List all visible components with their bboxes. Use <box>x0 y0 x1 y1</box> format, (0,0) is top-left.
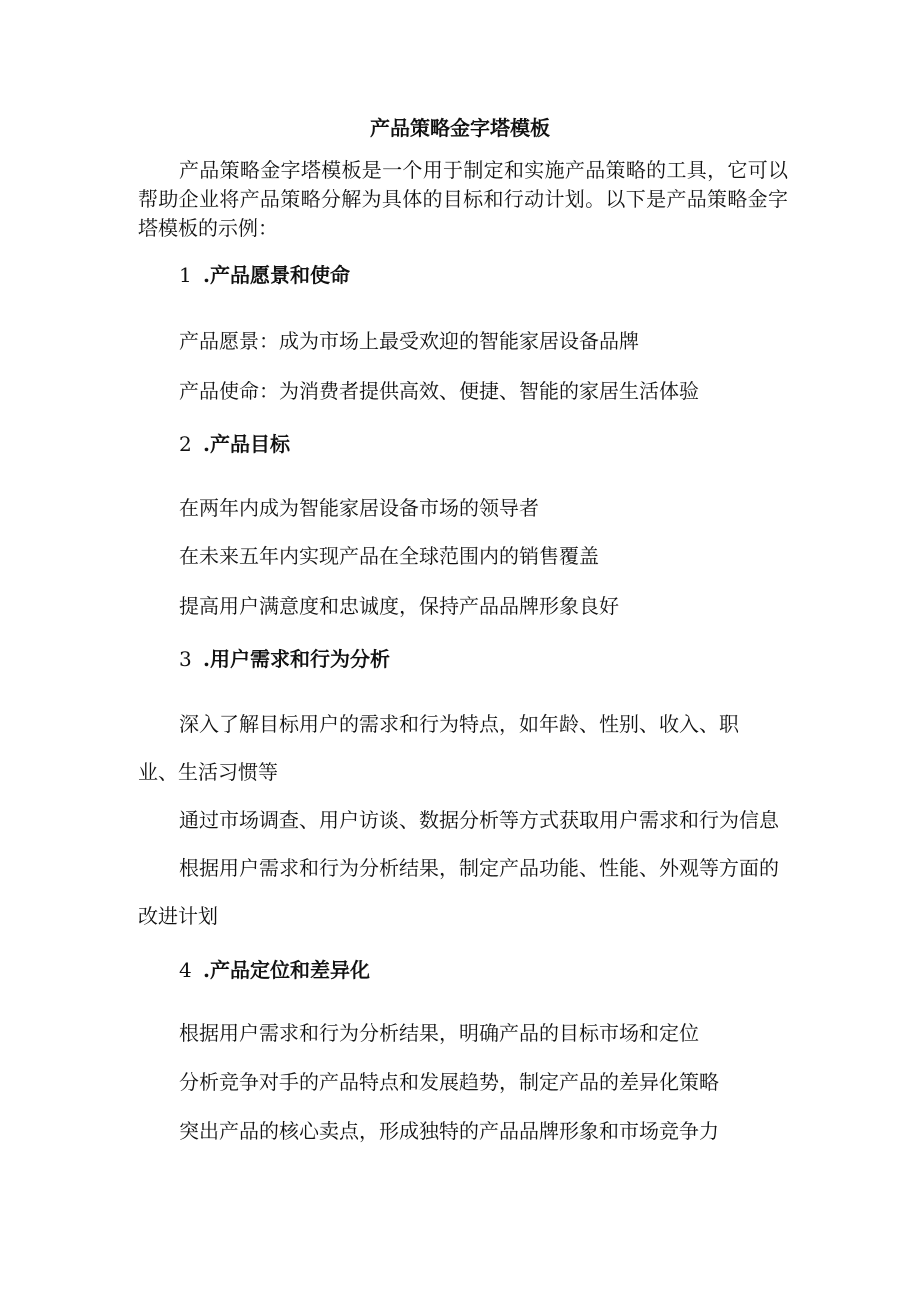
section-2-line-3: 提高用户满意度和忠诚度，保持产品品牌形象良好 <box>179 594 619 618</box>
section-1-line-1: 产品愿景：成为市场上最受欢迎的智能家居设备品牌 <box>179 329 639 353</box>
section-title: .产品目标 <box>203 432 290 456</box>
section-2-line-1: 在两年内成为智能家居设备市场的领导者 <box>179 496 539 520</box>
section-3-line-2: 业、生活习惯等 <box>138 760 278 784</box>
section-title: .用户需求和行为分析 <box>203 647 390 671</box>
section-3-line-5: 改进计划 <box>138 904 218 928</box>
section-title: .产品愿景和使命 <box>203 263 350 287</box>
section-4-line-2: 分析竞争对手的产品特点和发展趋势，制定产品的差异化策略 <box>179 1070 719 1094</box>
section-number: 1 <box>179 263 192 287</box>
section-3-line-1: 深入了解目标用户的需求和行为特点，如年龄、性别、收入、职 <box>179 712 739 736</box>
section-heading-3 <box>179 645 390 673</box>
section-heading-4 <box>179 956 370 984</box>
section-number: 2 <box>179 432 192 456</box>
section-number: 4 <box>179 958 192 982</box>
section-heading-1 <box>179 261 350 289</box>
section-2-line-2: 在未来五年内实现产品在全球范围内的销售覆盖 <box>179 544 599 568</box>
intro-paragraph: 产品策略金字塔模板是一个用于制定和实施产品策略的工具，它可以帮助企业将产品策略分解为具体的目标和行动计划。以下是产品策略金字塔模板的示例： <box>138 158 788 240</box>
section-heading-2 <box>179 430 290 458</box>
section-3-line-3: 通过市场调查、用户访谈、数据分析等方式获取用户需求和行为信息 <box>179 808 779 832</box>
section-4-line-1: 根据用户需求和行为分析结果，明确产品的目标市场和定位 <box>179 1021 699 1045</box>
section-1-line-2: 产品使命：为消费者提供高效、便捷、智能的家居生活体验 <box>179 379 699 403</box>
section-number: 3 <box>179 647 192 671</box>
section-title: .产品定位和差异化 <box>203 958 370 982</box>
section-4-line-3: 突出产品的核心卖点，形成独特的产品品牌形象和市场竞争力 <box>179 1119 719 1143</box>
document-title: 产品策略金字塔模板 <box>370 116 550 140</box>
section-3-line-4: 根据用户需求和行为分析结果，制定产品功能、性能、外观等方面的 <box>179 856 779 880</box>
